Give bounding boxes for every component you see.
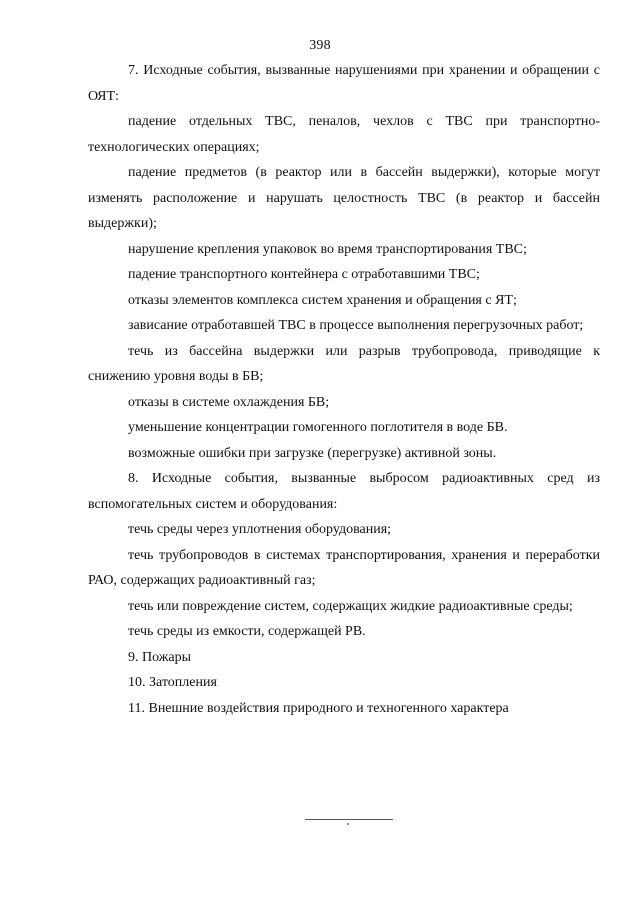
- document-body: [88, 58, 600, 721]
- footer-rule: [305, 819, 393, 820]
- page-number: 398: [309, 38, 331, 53]
- paragraph-item: течь из бассейна выдержки или разрыв трубопровода, приводящие к снижению уровня воды в БВ;: [88, 343, 600, 384]
- paragraph-item: зависание отработавшей ТВС в процессе выполнения перегрузочных работ;: [128, 318, 584, 333]
- paragraph-section-7-heading: 7. Исходные события, вызванные нарушениями при хранении и обращении с ОЯТ:: [88, 63, 600, 104]
- paragraph-item: возможные ошибки при загрузке (перегрузке) активной зоны.: [128, 445, 497, 461]
- paragraph-item: течь трубопроводов в системах транспортирования, хранения и переработки РАО, содержащих радиоактивный газ;: [88, 547, 600, 588]
- paragraph-item: течь среды из емкости, содержащей РВ.: [128, 624, 366, 639]
- paragraph-item: отказы в системе охлаждения БВ;: [128, 394, 330, 410]
- paragraph-item: падение транспортного контейнера с отработавшими ТВС;: [128, 267, 480, 282]
- paragraph-item: уменьшение концентрации гомогенного поглотителя в воде БВ.: [128, 420, 508, 435]
- paragraph-item: падение отдельных ТВС, пеналов, чехлов с ТВС при транспортно-технологических операциях;: [88, 114, 600, 155]
- paragraph-item: течь среды через уплотнения оборудования;: [128, 522, 392, 537]
- paragraph-section-9-heading: 9. Пожары: [128, 649, 192, 665]
- footer-mark: [347, 823, 349, 825]
- paragraph-section-10-heading: 10. Затопления: [128, 675, 217, 690]
- paragraph-section-11-heading: 11. Внешние воздействия природного и техногенного характера: [128, 700, 509, 716]
- paragraph-section-8-heading: 8. Исходные события, вызванные выбросом радиоактивных сред из вспомогательных систем и оборудования:: [88, 471, 600, 512]
- paragraph-item: падение предметов (в реактор или в бассейн выдержки), которые могут изменять расположение и нарушать целостность ТВС (в реактор и бассейн выдержки);: [88, 165, 600, 231]
- paragraph-item: отказы элементов комплекса систем хранения и обращения с ЯТ;: [128, 292, 517, 308]
- paragraph-item: течь или повреждение систем, содержащих жидкие радиоактивные среды;: [128, 598, 573, 614]
- paragraph-item: нарушение крепления упаковок во время транспортирования ТВС;: [128, 241, 527, 257]
